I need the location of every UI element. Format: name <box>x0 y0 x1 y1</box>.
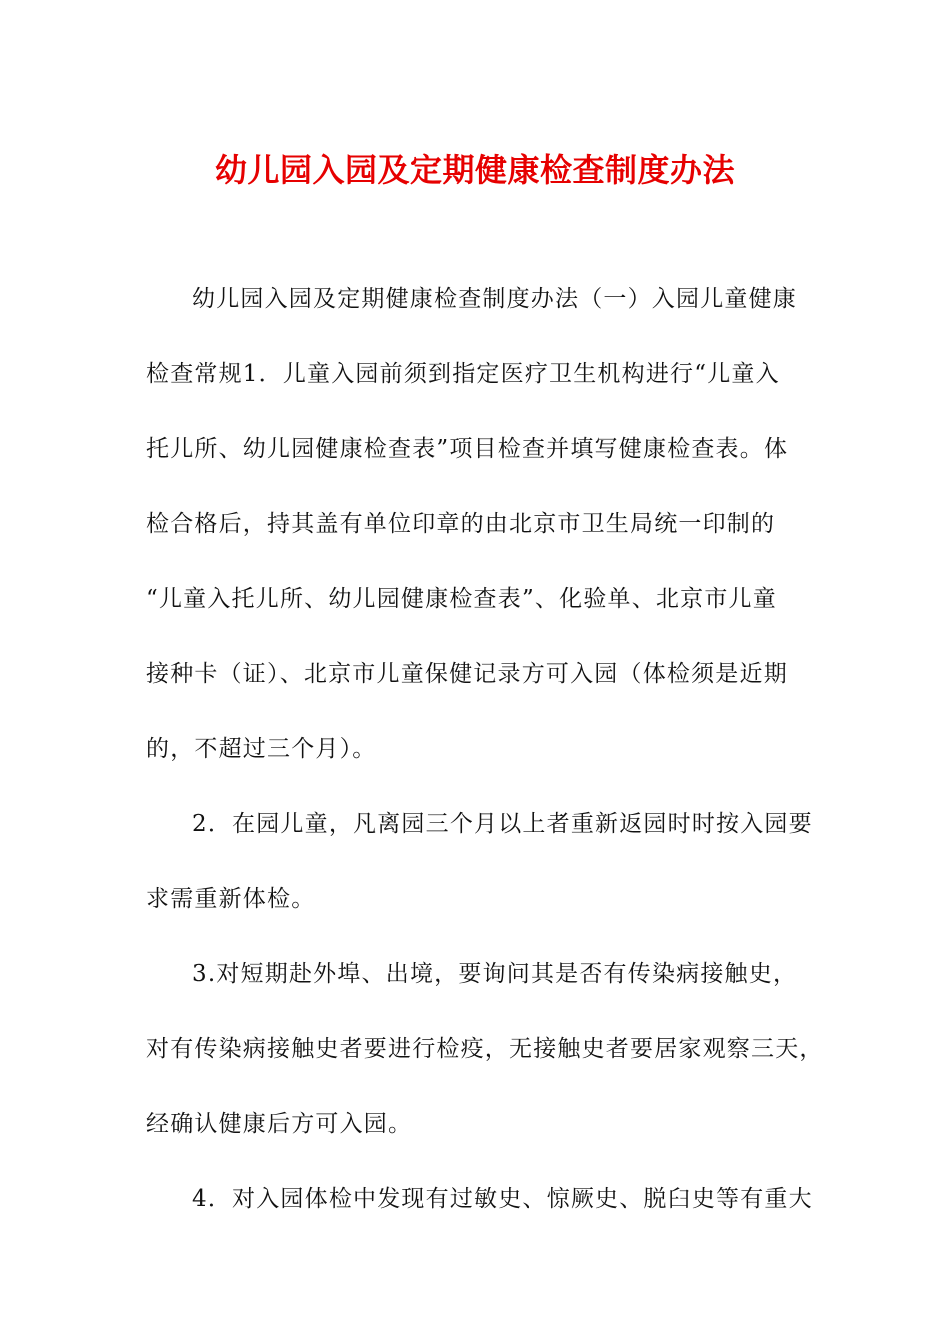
paragraph-line: 3.对短期赴外埠、出境，要询问其是否有传染病接触史， <box>192 961 798 987</box>
paragraph-2 <box>146 787 813 937</box>
paragraph-line: 求需重新体检。 <box>146 886 316 912</box>
paragraph-3 <box>146 937 824 1162</box>
paragraph-line: 4．对入园体检中发现有过敏史、惊厥史、脱臼史等有重大 <box>192 1186 813 1212</box>
document-body <box>146 262 824 1237</box>
paragraph-line: 接种卡（证）、北京市儿童保健记录方可入园（体检须是近期 <box>146 661 788 687</box>
paragraph-line: 检合格后，持其盖有单位印章的由北京市卫生局统一印制的 <box>146 511 776 537</box>
paragraph-line: 2．在园儿童，凡离园三个月以上者重新返园时时按入园要 <box>192 811 813 837</box>
paragraph-line: 托儿所、幼儿园健康检查表”项目检查并填写健康检查表。体 <box>146 436 789 462</box>
paragraph-line: 的，不超过三个月）。 <box>146 736 377 762</box>
paragraph-line: 对有传染病接触史者要进行检疫，无接触史者要居家观察三天， <box>146 1036 824 1062</box>
paragraph-4 <box>146 1162 813 1237</box>
paragraph-line: 经确认健康后方可入园。 <box>146 1111 413 1137</box>
document-title: 幼儿园入园及定期健康检查制度办法 <box>214 151 735 189</box>
paragraph-line: 检查常规1．儿童入园前须到指定医疗卫生机构进行“儿童入 <box>146 361 780 387</box>
paragraph-line: “儿童入托儿所、幼儿园健康检查表”、化验单、北京市儿童 <box>146 586 777 612</box>
paragraph-1 <box>146 262 806 787</box>
paragraph-line: 幼儿园入园及定期健康检查制度办法（一）入园儿童健康 <box>192 286 797 312</box>
